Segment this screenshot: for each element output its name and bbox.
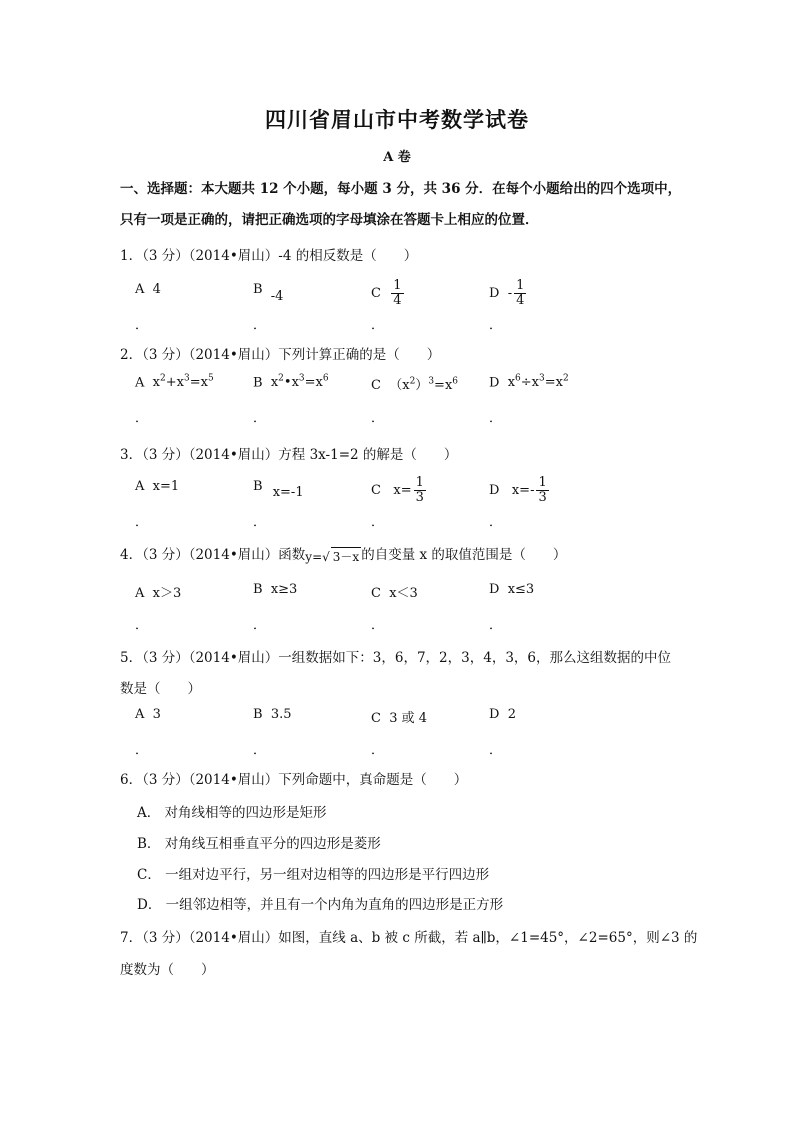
- option-dot: ．: [489, 318, 503, 333]
- option-dot: ．: [135, 411, 149, 426]
- q3-option-d[interactable]: [489, 476, 549, 505]
- option-text: -4: [270, 289, 284, 304]
- option-letter: A．: [137, 805, 161, 821]
- q5-option-c[interactable]: [371, 707, 427, 726]
- option-letter: C: [371, 286, 381, 301]
- option-letter: B: [253, 707, 263, 722]
- option-dot: ．: [135, 743, 149, 758]
- q3-option-c[interactable]: [371, 476, 426, 505]
- option-letter: B．: [137, 836, 161, 852]
- q5-option-d[interactable]: [489, 707, 516, 722]
- option-letter: B: [253, 375, 263, 391]
- option-dot: ．: [489, 411, 503, 426]
- option-text: 4: [152, 282, 161, 297]
- option-dot: ．: [253, 411, 267, 426]
- option-math: $x^6\div x^3=x^2$: [507, 374, 569, 391]
- q1-option-a[interactable]: [135, 282, 161, 297]
- option-dot: ．: [371, 515, 385, 530]
- q6-option-c[interactable]: [137, 863, 489, 883]
- option-letter: C: [371, 483, 381, 498]
- q4-option-b[interactable]: [253, 582, 297, 597]
- q2-option-b[interactable]: [253, 374, 329, 390]
- option-letter: A: [135, 586, 145, 601]
- option-letter: D: [489, 483, 500, 498]
- option-text: x≤3: [507, 582, 535, 597]
- option-letter: D．: [137, 897, 162, 913]
- option-text: 对角线相等的四边形是矩形: [164, 805, 327, 821]
- option-text: 3.5: [270, 707, 292, 722]
- option-prefix: x=-: [511, 483, 535, 498]
- option-letter: D: [489, 286, 500, 301]
- option-prefix: x=: [393, 483, 412, 498]
- q1-option-b[interactable]: [253, 282, 284, 304]
- option-dot: ．: [489, 743, 503, 758]
- option-math: $x^2+x^3=x^5$: [152, 374, 214, 391]
- question-5-stem-continued: 数是（ ）: [120, 681, 201, 697]
- question-3-stem: 3．（3 分）（2014•眉山）方程 3x-1=2 的解是（ ）: [120, 447, 458, 463]
- q3-option-b[interactable]: [253, 479, 304, 500]
- option-letter: B: [253, 479, 263, 494]
- option-letter: C: [371, 586, 381, 601]
- question-5-stem: 5．（3 分）（2014•眉山）一组数据如下：3，6，7，2，3，4，3，6，那么这组数据的中位: [120, 650, 672, 666]
- option-dot: ．: [489, 515, 503, 530]
- page-title: 四川省眉山市中考数学试卷: [265, 107, 529, 132]
- section-subtitle: A 卷: [383, 150, 411, 165]
- q2-option-c[interactable]: [371, 374, 458, 393]
- q2-option-d[interactable]: [489, 374, 569, 390]
- q5-option-b[interactable]: [253, 707, 292, 722]
- option-letter: D: [489, 375, 500, 391]
- q4-option-d[interactable]: [489, 582, 534, 597]
- function-expression: y=√ 3－x: [305, 550, 361, 564]
- question-6-stem: 6．（3 分）（2014•眉山）下列命题中，真命题是（ ）: [120, 772, 468, 788]
- option-math: $(x^2)^3=x^6$: [389, 376, 459, 393]
- question-4-stem: 4．（3 分）（2014•眉山）函数y=√ 3－x 的自变量 x 的取值范围是（ ）: [120, 547, 567, 564]
- section-instructions-line2: 只有一项是正确的，请把正确选项的字母填涂在答题卡上相应的位置．: [120, 212, 539, 228]
- option-letter: A: [135, 282, 145, 297]
- option-text: 2: [507, 707, 516, 722]
- question-7-stem-continued: 度数为（ ）: [120, 962, 215, 978]
- option-text: 对角线互相垂直平分的四边形是菱形: [164, 836, 381, 852]
- option-letter: A: [135, 375, 145, 391]
- fraction: $\frac{1}{3}$: [415, 475, 424, 505]
- option-letter: B: [253, 282, 263, 297]
- option-math: $x^2•x^3=x^6$: [270, 374, 329, 391]
- q3-option-a[interactable]: [135, 479, 179, 494]
- q6-option-a[interactable]: [137, 801, 327, 821]
- option-dot: ．: [253, 515, 267, 530]
- q6-option-d[interactable]: [137, 893, 503, 913]
- option-dot: ．: [253, 743, 267, 758]
- option-dot: ．: [135, 318, 149, 333]
- q5-option-a[interactable]: [135, 707, 161, 722]
- q1-option-d[interactable]: [489, 279, 526, 308]
- q2-option-a[interactable]: [135, 374, 214, 390]
- option-letter: C: [371, 711, 381, 726]
- option-text: x＜3: [389, 586, 418, 601]
- option-letter: C: [371, 378, 381, 393]
- option-letter: A: [135, 479, 145, 494]
- question-7-stem: 7．（3 分）（2014•眉山）如图，直线 a、b 被 c 所截，若 a∥b，∠1=45°，∠2=65°，则∠3 的: [120, 930, 698, 946]
- section-instructions-line1: 一、选择题：本大题共 12 个小题，每小题 3 分，共 36 分．在每个小题给出的四个选项中，: [120, 181, 682, 197]
- option-dot: ．: [253, 318, 267, 333]
- negative-sign: -: [507, 286, 513, 301]
- q6-option-b[interactable]: [137, 832, 381, 852]
- option-letter: B: [253, 582, 263, 597]
- option-text: 一组对边平行，另一组对边相等的四边形是平行四边形: [165, 867, 490, 883]
- option-text: x=-1: [272, 485, 304, 500]
- q1-option-c[interactable]: [371, 279, 404, 308]
- option-text: 一组邻边相等，并且有一个内角为直角的四边形是正方形: [165, 897, 504, 913]
- option-text: x≥3: [270, 582, 298, 597]
- option-dot: ．: [371, 618, 385, 633]
- option-dot: ．: [371, 411, 385, 426]
- fraction: $\frac{1}{4}$: [516, 278, 525, 308]
- option-dot: ．: [135, 618, 149, 633]
- q4-option-a[interactable]: [135, 582, 181, 601]
- option-dot: ．: [489, 618, 503, 633]
- option-letter: A: [135, 707, 145, 722]
- option-letter: D: [489, 582, 500, 597]
- option-text: 3 或 4: [389, 711, 428, 726]
- option-text: x=1: [152, 479, 180, 494]
- question-1-stem: 1．（3 分）（2014•眉山）-4 的相反数是（ ）: [120, 248, 418, 264]
- option-dot: ．: [371, 318, 385, 333]
- fraction: $\frac{1}{4}$: [393, 278, 402, 308]
- option-text: 3: [152, 707, 161, 722]
- question-2-stem: 2．（3 分）（2014•眉山）下列计算正确的是（ ）: [120, 347, 441, 363]
- option-dot: ．: [253, 618, 267, 633]
- option-dot: ．: [371, 743, 385, 758]
- fraction: $\frac{1}{3}$: [538, 475, 547, 505]
- option-letter: D: [489, 707, 500, 722]
- option-dot: ．: [135, 515, 149, 530]
- option-text: x＞3: [152, 586, 182, 601]
- q4-option-c[interactable]: [371, 582, 418, 601]
- option-letter: C．: [137, 867, 161, 883]
